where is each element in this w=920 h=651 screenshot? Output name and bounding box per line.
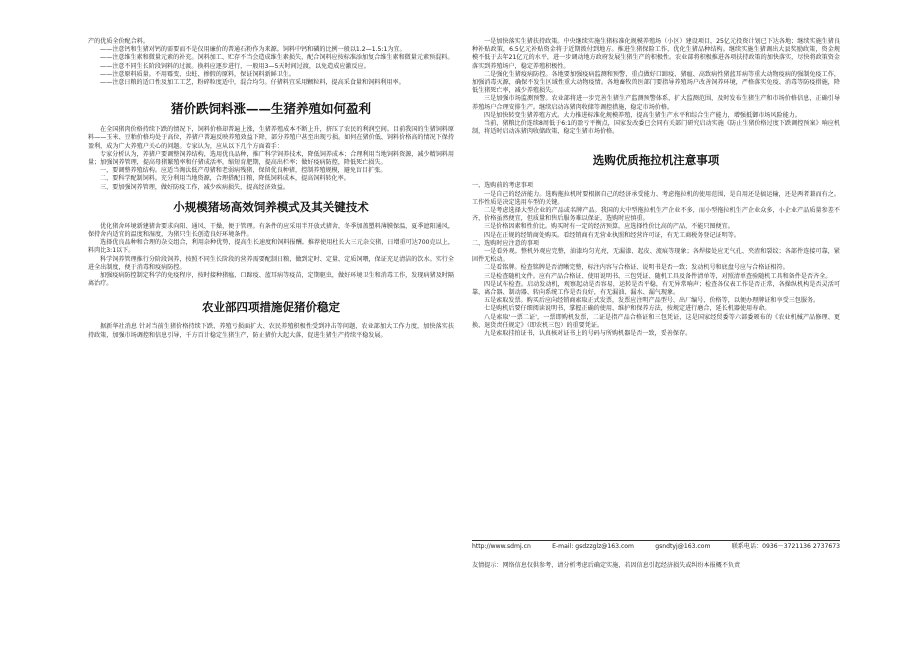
paragraph: 在全国猪肉价格持续下跌的情况下，饲料价格却普遍上涨，生猪养殖成本不断上升，挤压了农民的利润空间。目前我国的生猪饲料原料——玉米、豆粕价格均处于高位，养猪户普遍反映养殖效益下降，部分养殖户甚至出现亏损。如何在猪价低、饲料价格高的情况下保持盈利，成为广大养殖户关心的问题。专家认为，应从以下几个方面着手： bbox=[88, 126, 454, 150]
article-title-pig-price: 猪价跌饲料涨——生猪养殖如何盈利 bbox=[170, 101, 371, 117]
website-link[interactable]: http://www.sdmj.cn bbox=[472, 543, 531, 550]
paragraph: 四是加快转变生猪养殖方式。大力推进标准化规模养殖，提高生猪生产水平和综合生产能力，增强抵御市场风险能力。 bbox=[484, 111, 801, 119]
paragraph: 三是检查随机文件。应有产品合格证、使用说明书、三包凭证、随机工具及备件清单等，对照清单查验随机工具和备件是否齐全。 bbox=[484, 272, 832, 280]
email-link-2[interactable]: gsndtyj@163.com bbox=[655, 543, 711, 550]
email-link[interactable]: E-mail: gsdzzglz@163.com bbox=[552, 543, 634, 550]
right-column bbox=[472, 38, 840, 338]
paragraph: 四是试车检查。启动发动机，观察起动是否容易，运转是否平稳，有无异常响声；检查各仪表工作是否正常，各操纵机构是否灵活可靠，离合器、制动器、转向系统工作是否良好，有无漏油、漏水、漏气现象。 bbox=[472, 280, 840, 297]
paragraph: 二、要科学配制饲料。充分利用当地资源，合理搭配日粮，降低饲料成本，提高饲料转化率。 bbox=[100, 175, 350, 183]
paragraph: 一、要调整养殖结构。应适当淘汰低产母猪和老弱病残猪，保留优良种猪，控制养殖规模，避免盲目扩张。 bbox=[100, 167, 387, 175]
paragraph: ——注意钙和生猪对钙的需要而不是仅用廉价的普通石粉作为来源。饲料中钙和磷的比例一般以1.2—1.5:1为宜。 bbox=[100, 46, 406, 54]
paragraph: 三、要加强饲养管理，做好防疫工作，减少疾病损失，提高经济效益。 bbox=[100, 183, 289, 191]
paragraph: 优化猪舍环境新建猪舍要求向阳、通风、干燥，便于管理。有条件的应采用半开放式猪舍，冬季加盖塑料薄膜保温，夏季遮阳通风，保持舍内适宜的温度和湿度，为猪只生长创造良好环境条件。 bbox=[88, 222, 454, 239]
paragraph: 一是自己的经济能力。选购拖拉机时要根据自己的经济承受能力、考虑拖拉机的使用范围，是自用还是搞运输，还是两者兼而有之。工作性质是决定选用车型的关键。 bbox=[472, 190, 840, 206]
paragraph: ——注意不同生长阶段饲料的过渡。换料应逐步进行，一般用3—5天时间过渡，以免造成应激反应。 bbox=[100, 62, 370, 70]
article-title-tractor: 选购优质拖拉机注意事项 bbox=[592, 153, 720, 168]
paragraph: 选择优良品种和合理的杂交组合，利用杂种优势，提高生长速度和饲料报酬。推荐使用杜长大三元杂交猪，日增重可达700克以上，料肉比3:1以下。 bbox=[88, 239, 454, 255]
paragraph: 七是购机后要仔细阅读说明书，掌握正确的使用、维护和保养方法，按规定进行磨合，延长机器使用寿命。 bbox=[484, 305, 771, 313]
paragraph: ——注意原料质量。不用霉变、虫蛀、掺假的原料，保证饲料新鲜卫生。 bbox=[100, 70, 295, 78]
paragraph: 专家分析认为，养猪户要调整饲养结构，选用优良品种，推广科学饲养技术，降低饲养成本；合理利用当地饲料资源，减少精饲料用量；加强饲养管理，提高母猪繁殖率和仔猪成活率，缩短育肥期，提高出栏率；做好疫病防控，降低死亡损失。 bbox=[88, 150, 454, 167]
paragraph: 三是加强市场监测预警。农业部将进一步完善生猪生产监测预警体系，扩大监测范围，及时发布生猪生产和市场价格信息，正确引导养殖场户合理安排生产。继续启动冻猪肉收储等调控措施，稳定市场价格。 bbox=[472, 95, 840, 111]
footer-divider bbox=[472, 540, 840, 541]
phone-number: 联系电话：0936－3721136 2737673 bbox=[731, 543, 840, 550]
paragraph: 五是索取发票。购买后应向经销商索取正式发票，发票应注明产品型号、出厂编号、价格等，以便办理牌证和享受三包服务。 bbox=[484, 297, 820, 305]
ministry-measures-continued bbox=[472, 38, 840, 136]
paragraph: 加强疫病防控制定科学的免疫程序，按时接种猪瘟、口蹄疫、蓝耳病等疫苗，定期驱虫，做好环境卫生和消毒工作，发现病猪及时隔离治疗。 bbox=[88, 272, 454, 288]
paragraph: 据新华社消息 针对当前生猪价格持续下跌、养殖亏损面扩大、农民养殖积极性受到冲击等问题，农业部加大工作力度，加快落实扶持政策，加强市场调控和信息引导，千方百计稳定生猪生产，防止猪价大起大落，促进生猪生产持续平稳发展。 bbox=[88, 323, 454, 339]
paragraph: ——注意日粮的适口性及加工工艺，粉碎粒度适中，混合均匀。仔猪料宜采用颗粒料，提高采食量和饲料利用率。 bbox=[100, 79, 405, 87]
article-title-ministry: 农业部四项措施促猪价稳定 bbox=[202, 300, 340, 315]
left-column bbox=[88, 38, 454, 340]
paragraph: 当前，猪粮比价连续8周低于6:1的盈亏平衡点，国家发改委已会同有关部门研究启动实施《防止生猪价格过度下跌调控预案》响应机制，将适时启动冻猪肉收储政策，稳定生猪市场价格。 bbox=[472, 120, 840, 136]
paragraph: 一是看外观。整机外观应完整，油漆均匀光亮，无漏漆、起皮、流痕等现象；各焊接处应无气孔、夹渣和裂纹；各部件连接可靠，紧固件无松动。 bbox=[472, 248, 840, 264]
article-pig-price bbox=[88, 126, 454, 192]
section-heading: 二、选购时应注意的事项 bbox=[472, 239, 540, 247]
article-title-small-farm: 小规模猪场高效饲养模式及其关键技术 bbox=[173, 199, 369, 214]
article-tractor bbox=[472, 182, 840, 338]
paragraph: 二是看铭牌。检查铭牌是否清晰完整，标注内容与合格证、说明书是否一致；发动机号和底盘号应与合格证相符。 bbox=[484, 264, 789, 272]
paragraph: 九是索取挂拍证书，认真核对证书上的号码与所购机器是否一致，妥善保存。 bbox=[484, 330, 692, 338]
paragraph: 三是价格因素和性价比。购买时有一定的经济预算，应选择性价比高的产品，不能只图便宜。 bbox=[484, 223, 734, 231]
paragraph: 二是考虑选择大型企业的产品或名牌产品。我国的大中型拖拉机生产企业不多，而小型拖拉机生产企业众多，小企业产品质量参差不齐，价格虽然便宜，但质量和售后服务难以保证，选购时应慎重。 bbox=[472, 207, 840, 223]
intro-section bbox=[88, 38, 454, 87]
article-small-farm bbox=[88, 223, 454, 289]
paragraph: 二是强化生猪疫病防控。各地要加强疫病监测和预警，重点做好口蹄疫、猪瘟、高致病性猪蓝耳病等重大动物疫病的强制免疫工作，加强消毒灭源，确保不发生区域性重大动物疫情。各地畜牧兽医部门要指导养殖场户改善饲养环境，严格落实免疫、消毒等防疫措施，降低生猪死亡率，减少养殖损失。 bbox=[472, 70, 840, 95]
section-heading: 一、选购前的考虑事项 bbox=[472, 182, 533, 190]
paragraph: 八是索取'一票二证'，一票即购机发票，二证是指产品合格证和三包凭证，这是国家经贸委等六部委颁布的《农业机械产品修理、更换、退货责任规定》（即农机三包）的重要凭证。 bbox=[472, 313, 840, 329]
paragraph: 产的优质全价配合料。 bbox=[88, 38, 149, 45]
article-ministry bbox=[88, 323, 454, 339]
paragraph: 一是加快落实生猪扶持政策。中央继续实施生猪标准化规模养殖场（小区）建设项目，25亿元投资计划已下达各地；继续实施生猪良种补贴政策，6.5亿元补贴资金将于近期拨付到地方。推进生猪保险工作，优化生猪品种结构。继续实施生猪调出大县奖励政策，资金规模不低于去年21亿元的水平，进一步调动地方政府发展生猪生产的积极性。农业部将积极推进各项扶持政策的加快落实，尽快将政策资金落实到养殖场户，稳定养殖积极性。 bbox=[472, 38, 840, 70]
paragraph: ——注意维生素和微量元素的补充。饲料加工、贮存不当会造成维生素损失，配合饲料应按标准添加复合维生素和微量元素预混料。 bbox=[100, 54, 454, 62]
paragraph: 四是在正规的经销商处购买。看经销商有无营业执照和经营许可证，有无工商税务登记证明等。 bbox=[484, 231, 740, 239]
disclaimer-note: 友情提示：网络信息仅供参考，请分析考虑后确定实施，若因信息引起经济损失或纠纷本报概不负责 bbox=[472, 562, 741, 569]
footer-contact bbox=[472, 543, 840, 551]
paragraph: 科学饲养管理推行分阶段饲养，按照不同生长阶段的营养需要配制日粮，做到定时、定量、定质饲喂，保证充足清洁的饮水。实行全进全出制度，便于消毒和疫病防控。 bbox=[88, 255, 454, 271]
